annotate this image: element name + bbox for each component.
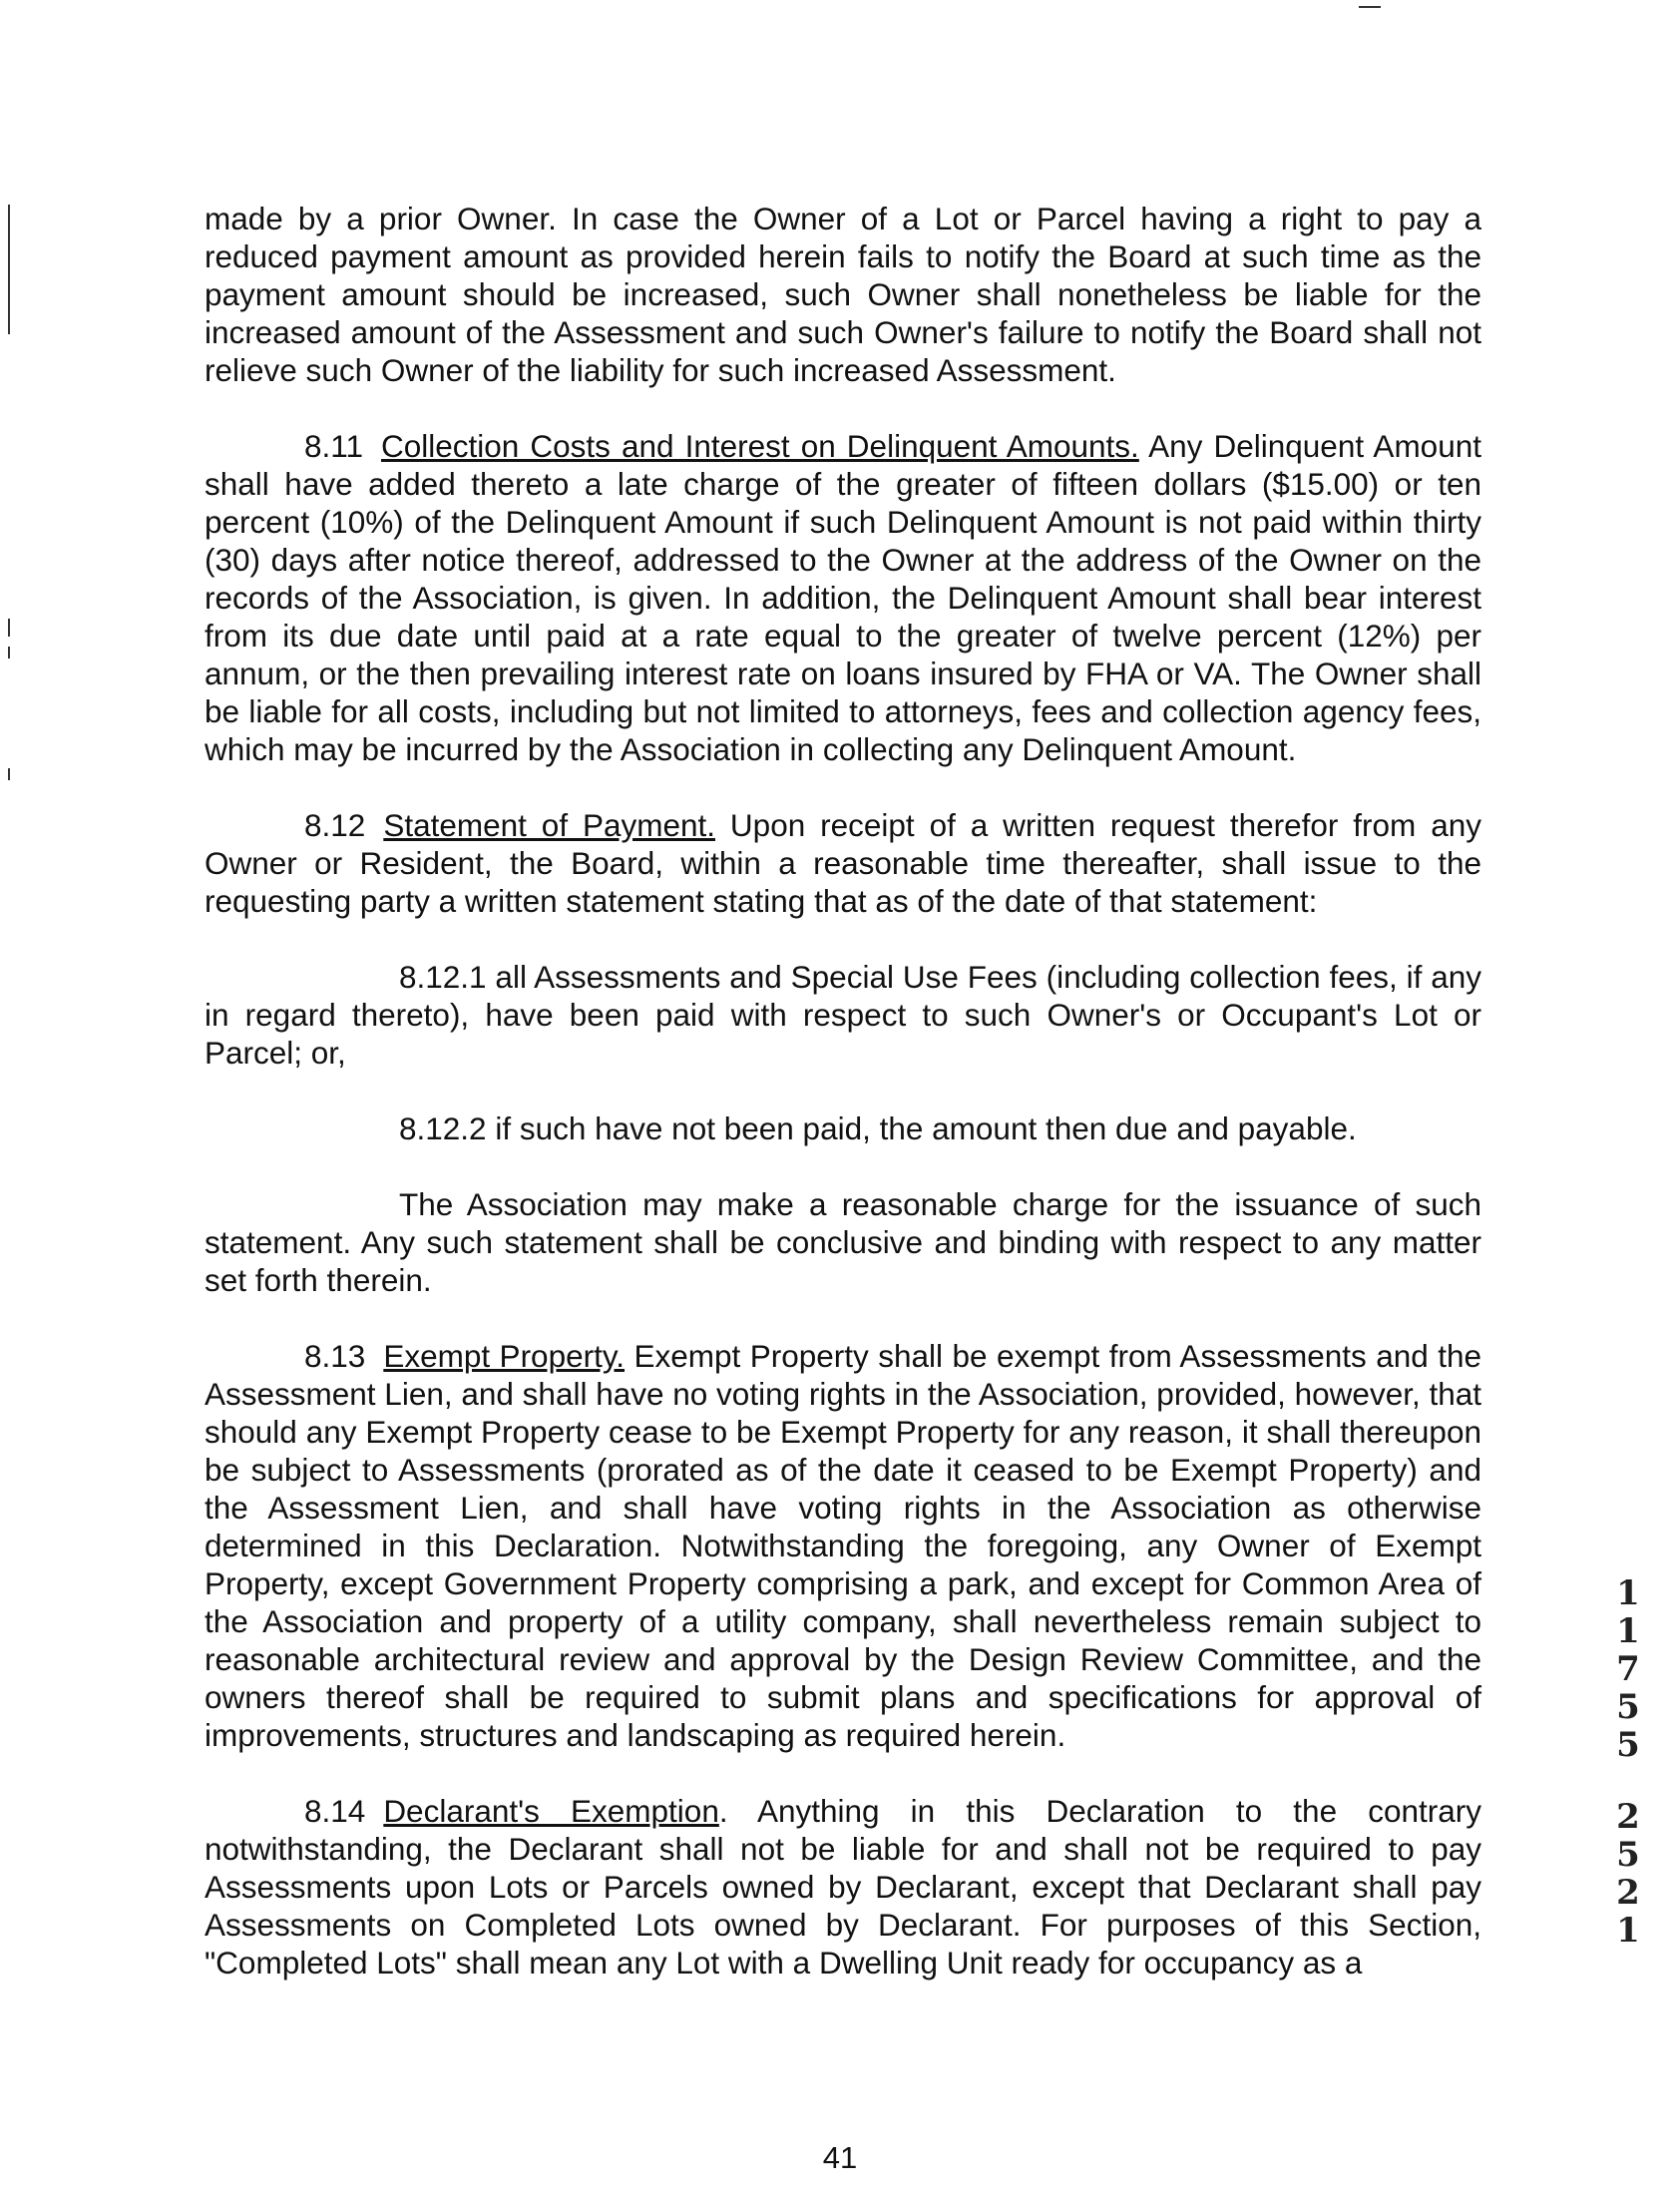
stamp-digit: 5 xyxy=(1616,1835,1640,1875)
subsection-8-12-2: 8.12.2 if such have not been paid, the amount then due and payable. xyxy=(399,1110,1357,1146)
stamp-digit: 7 xyxy=(1616,1649,1640,1689)
stamp-digit: 5 xyxy=(1616,1687,1640,1727)
stamp-digit: 2 xyxy=(1616,1873,1640,1913)
section-heading: Statement of Payment. xyxy=(383,807,716,843)
section-number: 8.14 xyxy=(304,1793,366,1829)
section-number: 8.11 xyxy=(304,428,363,464)
section-number: 8.12 xyxy=(304,807,366,843)
section-8-14 xyxy=(205,1792,1481,1981)
scan-margin-tick xyxy=(8,768,10,780)
subsection-8-12-1: 8.12.1 all Assessments and Special Use Fees (including collection fees, if any in regard thereto), have been paid with respect to such Owner's or Occupant's Lot or Parcel; or, xyxy=(205,959,1481,1071)
section-body: Exempt Property shall be exempt from Assessments and the Assessment Lien, and shall have no voting rights in the Association, provided, however, that should any Exempt Property cease to be Exempt Property for any reason, it shall thereupon be subject to Assessments (prorated as of the date it ceased to be Exempt Property) and the Assessment Lien, and shall have voting rights in the Association as otherwise determined in this Declaration. Notwithstanding the foregoing, any Owner of Exempt Property, except Government Property comprising a park, and except for Common Area of the Association and property of a utility company, shall nevertheless remain subject to reasonable architectural review and approval by the Design Review Committee, and the owners thereof shall be required to submit plans and specifications for approval of improvements, structures and landscaping as required herein. xyxy=(205,1338,1482,1753)
scan-margin-tick xyxy=(8,619,10,637)
section-8-12 xyxy=(205,806,1481,920)
stamp-digit: 1 xyxy=(1616,1611,1640,1651)
scan-top-tick xyxy=(1359,6,1381,8)
section-8-11 xyxy=(205,427,1481,768)
document-body xyxy=(205,200,1481,1981)
page-number: 41 xyxy=(822,2140,858,2175)
section-body: Upon receipt of a written request therefor from any Owner or Resident, the Board, within a reasonable time thereafter, shall issue to the requesting party a written statement stating that as of the date of that statement: xyxy=(205,807,1481,919)
scan-margin-tick xyxy=(8,647,10,659)
section-8-13 xyxy=(205,1337,1481,1754)
stamp-gap xyxy=(1608,1764,1648,1798)
paragraph-continuation: made by a prior Owner. In case the Owner of a Lot or Parcel having a right to pay a reduced payment amount as provided herein fails to notify the Board at such time as the payment amount should be increased, such Owner shall nonetheless be liable for the increased amount of the Assessment and such Owner's failure to notify the Board shall not relieve such Owner of the liability for such increased Assessment. xyxy=(205,201,1481,388)
stamp-digit: 1 xyxy=(1616,1573,1640,1613)
section-heading: Collection Costs and Interest on Delinquent Amounts. xyxy=(380,428,1139,464)
section-heading: Exempt Property. xyxy=(383,1338,626,1374)
stamp-digit: 1 xyxy=(1616,1911,1640,1951)
section-body: . Anything in this Declaration to the contrary notwithstanding, the Declarant shall not be liable for and shall not be required to pay Assessments upon Lots or Parcels owned by Declarant, except that Declarant shall pay Assessments on Completed Lots owned by Declarant. For purposes of this Section, "Completed Lots" shall mean any Lot with a Dwelling Unit ready for occupancy as a xyxy=(205,1793,1482,1981)
section-number: 8.13 xyxy=(304,1338,366,1374)
section-heading: Declarant's Exemption xyxy=(383,1793,719,1829)
stamp-digit: 2 xyxy=(1616,1797,1640,1837)
section-8-12-tail: The Association may make a reasonable charge for the issuance of such statement. Any such statement shall be conclusive and binding with respect to any matter set forth therein. xyxy=(205,1186,1481,1298)
recording-stamp-number xyxy=(1608,1574,1648,1950)
scan-margin-line xyxy=(8,205,10,334)
section-body: Any Delinquent Amount shall have added thereto a late charge of the greater of fifteen dollars ($15.00) or ten percent (10%) of the Delinquent Amount if such Delinquent Amount is not paid within thirty (30) days after notice thereof, addressed to the Owner at the address of the Owner on the records of the Association, is given. In addition, the Delinquent Amount shall bear interest from its due date until paid at a rate equal to the greater of twelve percent (12%) per annum, or the then prevailing interest rate on loans insured by FHA or VA. The Owner shall be liable for all costs, including but not limited to attorneys, fees and collection agency fees, which may be incurred by the Association in collecting any Delinquent Amount. xyxy=(205,428,1481,767)
stamp-digit: 5 xyxy=(1616,1725,1640,1765)
